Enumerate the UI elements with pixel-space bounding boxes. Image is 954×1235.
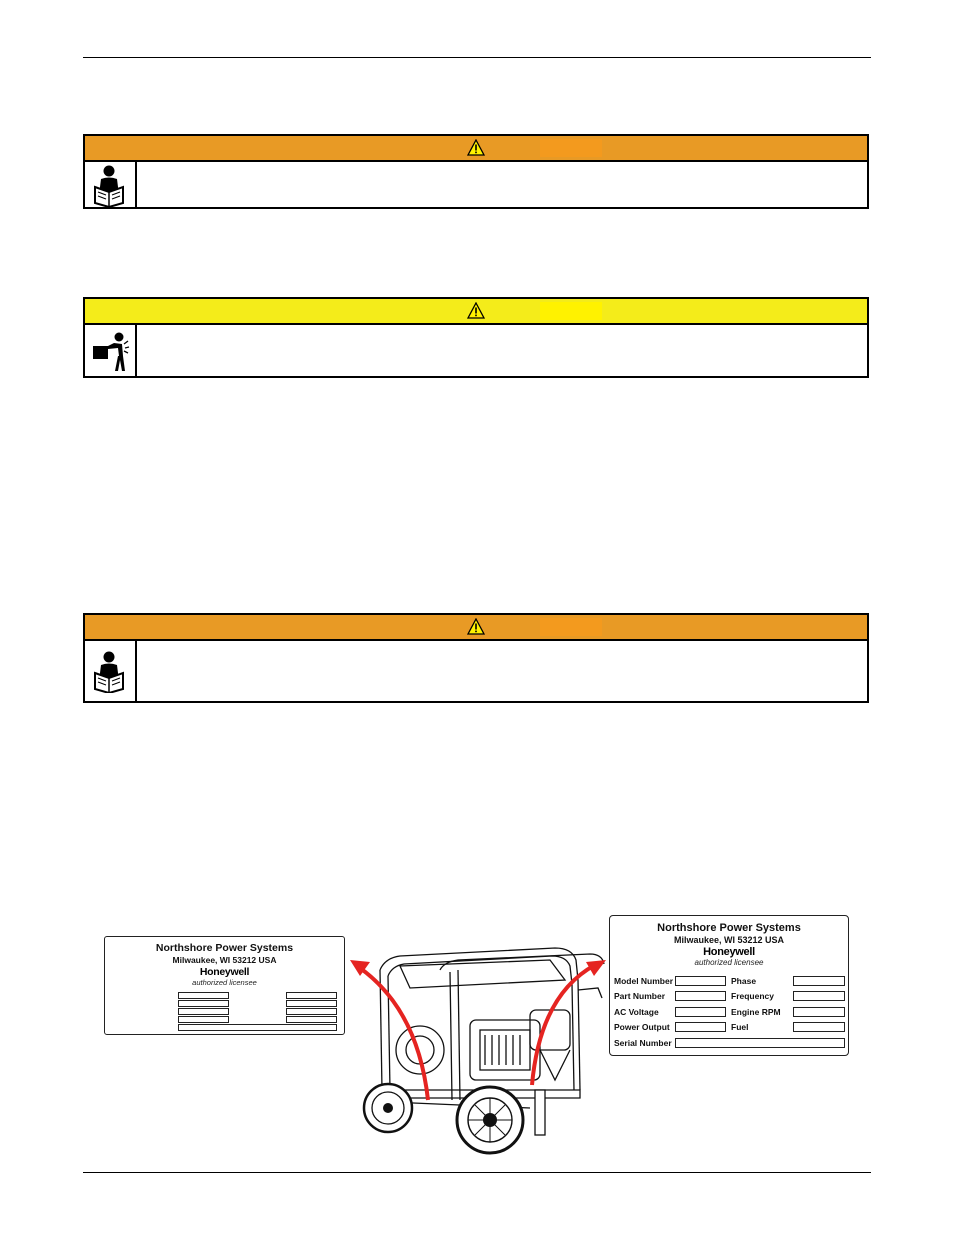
signal-word-bar (85, 615, 867, 641)
plate-field-box (286, 1016, 337, 1023)
plate-field-box (178, 1008, 229, 1015)
plate-company: Northshore Power Systems (657, 922, 801, 934)
small-data-plate (104, 936, 345, 1035)
hazard-box-3 (83, 613, 869, 703)
plate-brand-logo: Honeywell (199, 966, 250, 978)
signal-word-panel (540, 139, 602, 157)
signal-word-panel (540, 618, 602, 636)
hazard-body (85, 325, 867, 378)
model-number-box (675, 976, 726, 986)
plate-field-box (178, 992, 229, 999)
engine-rpm-box (793, 1007, 845, 1017)
hazard-body (85, 641, 867, 703)
plate-address: Milwaukee, WI 53212 USA (172, 955, 277, 965)
label-serial-number: Serial Number (614, 1038, 672, 1048)
plate-field-box (286, 1000, 337, 1007)
signal-word-panel (540, 302, 602, 320)
hazard-box-1 (83, 134, 869, 209)
plate-licensee: authorized licensee (192, 978, 257, 987)
frequency-box (793, 991, 845, 1001)
plate-field-box (286, 992, 337, 999)
label-model-number: Model Number (614, 976, 674, 986)
part-number-box (675, 991, 726, 1001)
large-data-plate (609, 915, 849, 1056)
read-manual-icon (92, 165, 128, 207)
signal-word-bar (85, 299, 867, 325)
label-power-output: Power Output (614, 1022, 670, 1032)
plate-field-box (178, 1000, 229, 1007)
header-rule (83, 57, 871, 58)
heavy-lift-icon (92, 332, 130, 372)
label-fuel: Fuel (731, 1022, 749, 1032)
label-frequency: Frequency (731, 991, 774, 1001)
plate-licensee: authorized licensee (694, 958, 764, 967)
serial-number-box (675, 1038, 845, 1048)
plate-company: Northshore Power Systems (155, 942, 294, 954)
icon-cell (85, 162, 137, 209)
plate-field-box (286, 1008, 337, 1015)
label-engine-rpm: Engine RPM (731, 1007, 781, 1017)
plate-field-box (178, 1016, 229, 1023)
label-phase: Phase (731, 976, 757, 986)
signal-word-bar (85, 136, 867, 162)
read-manual-icon (92, 651, 128, 693)
hazard-box-2 (83, 297, 869, 378)
ac-voltage-box (675, 1007, 726, 1017)
generator-illustration (340, 940, 620, 1160)
phase-box (793, 976, 845, 986)
icon-cell (85, 641, 137, 703)
hazard-body (85, 162, 867, 209)
plate-address: Milwaukee, WI 53212 USA (673, 935, 785, 945)
label-ac-voltage: AC Voltage (614, 1007, 659, 1017)
warning-triangle-icon (467, 302, 485, 319)
footer-rule (83, 1172, 871, 1173)
label-part-number: Part Number (614, 991, 666, 1001)
fuel-box (793, 1022, 845, 1032)
plate-brand-logo: Honeywell (703, 946, 755, 958)
power-output-box (675, 1022, 726, 1032)
plate-serial-box (178, 1024, 337, 1031)
warning-triangle-icon (467, 618, 485, 635)
icon-cell (85, 325, 137, 378)
warning-triangle-icon (467, 139, 485, 156)
